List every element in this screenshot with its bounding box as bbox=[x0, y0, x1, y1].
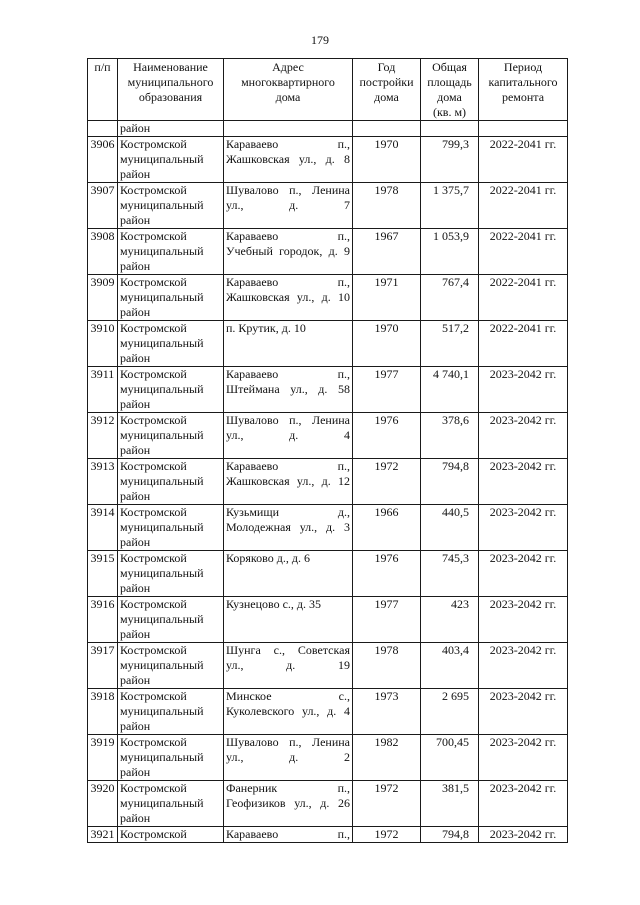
municipality-line: Костромской bbox=[120, 183, 187, 197]
continuation-row bbox=[88, 121, 568, 137]
municipality-cell bbox=[118, 643, 224, 689]
municipality-line: район bbox=[120, 489, 151, 503]
period-cell: 2023-2042 гг. bbox=[479, 367, 568, 413]
header-line: капитального bbox=[488, 75, 558, 89]
period-cell: 2022-2041 гг. bbox=[479, 321, 568, 367]
municipality-line: Костромской bbox=[120, 367, 187, 381]
area-cell: 794,8 bbox=[421, 459, 479, 505]
address-line: Геофизиков ул., д. 26 bbox=[226, 796, 350, 810]
municipality-cell bbox=[118, 551, 224, 597]
address-line: Караваево п., bbox=[226, 459, 350, 473]
period-cell: 2023-2042 гг. bbox=[479, 551, 568, 597]
municipality-line: муниципальный bbox=[120, 612, 204, 626]
row-number: 3920 bbox=[88, 781, 118, 827]
year-cell: 1967 bbox=[353, 229, 421, 275]
year-cell: 1976 bbox=[353, 551, 421, 597]
header-line: Общая bbox=[432, 60, 467, 74]
table-row bbox=[88, 781, 568, 827]
row-number: 3911 bbox=[88, 367, 118, 413]
year-cell: 1966 bbox=[353, 505, 421, 551]
municipality-cell bbox=[118, 459, 224, 505]
period-cell: 2022-2041 гг. bbox=[479, 183, 568, 229]
table-row bbox=[88, 137, 568, 183]
header-line: многоквартирного bbox=[241, 75, 335, 89]
year-cell: 1978 bbox=[353, 183, 421, 229]
year-cell: 1972 bbox=[353, 781, 421, 827]
area-cell: 4 740,1 bbox=[421, 367, 479, 413]
municipality-line: муниципальный bbox=[120, 566, 204, 580]
address-line: Кузьмищи д., bbox=[226, 505, 350, 519]
municipality-cell bbox=[118, 597, 224, 643]
address-cell bbox=[224, 367, 353, 413]
address-line: Жашковская ул., д. 10 bbox=[226, 290, 350, 304]
period-cell: 2023-2042 гг. bbox=[479, 735, 568, 781]
municipality-cell bbox=[118, 505, 224, 551]
area-cell: 745,3 bbox=[421, 551, 479, 597]
municipality-line: муниципальный bbox=[120, 704, 204, 718]
area-cell: 700,45 bbox=[421, 735, 479, 781]
municipality-line: Костромской bbox=[120, 781, 187, 795]
row-number: 3908 bbox=[88, 229, 118, 275]
continuation-area-cell bbox=[421, 121, 479, 137]
area-cell: 381,5 bbox=[421, 781, 479, 827]
address-line: Караваево п., bbox=[226, 827, 350, 841]
year-cell: 1972 bbox=[353, 827, 421, 843]
address-line: Караваево п., bbox=[226, 137, 350, 151]
period-cell: 2023-2042 гг. bbox=[479, 459, 568, 505]
address-line: ул., д. 19 bbox=[226, 658, 350, 672]
table-row bbox=[88, 183, 568, 229]
municipality-cell bbox=[118, 321, 224, 367]
municipality-line: муниципальный bbox=[120, 658, 204, 672]
table-row bbox=[88, 597, 568, 643]
row-number: 3916 bbox=[88, 597, 118, 643]
municipality-cell bbox=[118, 689, 224, 735]
municipality-line: Костромской bbox=[120, 505, 187, 519]
municipality-line: район bbox=[120, 397, 151, 411]
address-line: Шувалово п., Ленина bbox=[226, 735, 350, 749]
table-row bbox=[88, 367, 568, 413]
period-cell: 2023-2042 гг. bbox=[479, 689, 568, 735]
municipality-line: район bbox=[120, 811, 151, 825]
address-cell bbox=[224, 505, 353, 551]
municipality-line: Костромской bbox=[120, 735, 187, 749]
municipality-line: муниципальный bbox=[120, 428, 204, 442]
address-line: Кузнецово с., д. 35 bbox=[226, 597, 322, 611]
municipality-cell bbox=[118, 735, 224, 781]
continuation-num-cell bbox=[88, 121, 118, 137]
table-row bbox=[88, 689, 568, 735]
row-number: 3919 bbox=[88, 735, 118, 781]
period-cell: 2022-2041 гг. bbox=[479, 275, 568, 321]
header-line: (кв. м) bbox=[432, 105, 467, 119]
header-line: постройки bbox=[359, 75, 414, 89]
period-cell: 2023-2042 гг. bbox=[479, 597, 568, 643]
header-year bbox=[353, 59, 421, 121]
housing-registry-table bbox=[87, 58, 568, 843]
table-header-row bbox=[88, 59, 568, 121]
header-area bbox=[421, 59, 479, 121]
header-line: дома bbox=[437, 90, 462, 104]
address-cell bbox=[224, 643, 353, 689]
municipality-cell bbox=[118, 137, 224, 183]
address-line: Шувалово п., Ленина bbox=[226, 183, 350, 197]
continuation-year-cell bbox=[353, 121, 421, 137]
municipality-line: район bbox=[120, 535, 151, 549]
address-line: Молодежная ул., д. 3 bbox=[226, 520, 350, 534]
header-line: Год bbox=[377, 60, 396, 74]
address-line: Штеймана ул., д. 58 bbox=[226, 382, 350, 396]
table-row bbox=[88, 321, 568, 367]
address-line: Шунга с., Советская bbox=[226, 643, 350, 657]
row-number: 3906 bbox=[88, 137, 118, 183]
address-cell bbox=[224, 551, 353, 597]
municipality-line: муниципальный bbox=[120, 198, 204, 212]
table-row bbox=[88, 413, 568, 459]
municipality-cell bbox=[118, 183, 224, 229]
year-cell: 1970 bbox=[353, 321, 421, 367]
year-cell: 1973 bbox=[353, 689, 421, 735]
year-cell: 1982 bbox=[353, 735, 421, 781]
municipality-cell bbox=[118, 827, 224, 843]
row-number: 3915 bbox=[88, 551, 118, 597]
municipality-cell bbox=[118, 413, 224, 459]
address-line: Караваево п., bbox=[226, 275, 350, 289]
address-line: п. Крутик, д. 10 bbox=[226, 321, 306, 335]
municipality-line: район bbox=[120, 167, 151, 181]
address-line: Учебный городок, д. 9 bbox=[226, 244, 350, 258]
area-cell: 1 375,7 bbox=[421, 183, 479, 229]
period-cell: 2023-2042 гг. bbox=[479, 781, 568, 827]
municipality-line: муниципальный bbox=[120, 796, 204, 810]
continuation-address-cell bbox=[224, 121, 353, 137]
address-cell bbox=[224, 689, 353, 735]
table-row bbox=[88, 275, 568, 321]
header-line: Период bbox=[503, 60, 543, 74]
period-cell: 2022-2041 гг. bbox=[479, 229, 568, 275]
header-line: дома bbox=[374, 90, 399, 104]
area-cell: 2 695 bbox=[421, 689, 479, 735]
municipality-line: район bbox=[120, 765, 151, 779]
table-row bbox=[88, 643, 568, 689]
municipality-line: Костромской bbox=[120, 551, 187, 565]
area-cell: 440,5 bbox=[421, 505, 479, 551]
address-line: Фанерник п., bbox=[226, 781, 350, 795]
address-cell bbox=[224, 827, 353, 843]
row-number: 3907 bbox=[88, 183, 118, 229]
year-cell: 1978 bbox=[353, 643, 421, 689]
period-cell: 2023-2042 гг. bbox=[479, 827, 568, 843]
municipality-line: район bbox=[120, 305, 151, 319]
year-cell: 1976 bbox=[353, 413, 421, 459]
address-line: Жашковская ул., д. 8 bbox=[226, 152, 350, 166]
header-line: муниципального bbox=[127, 75, 214, 89]
row-number: 3912 bbox=[88, 413, 118, 459]
continuation-municipality: район bbox=[118, 121, 224, 137]
row-number: 3918 bbox=[88, 689, 118, 735]
table-body bbox=[88, 121, 568, 843]
address-line: Шувалово п., Ленина bbox=[226, 413, 350, 427]
address-cell bbox=[224, 781, 353, 827]
address-line: Караваево п., bbox=[226, 229, 350, 243]
address-line: ул., д. 7 bbox=[226, 198, 350, 212]
year-cell: 1977 bbox=[353, 367, 421, 413]
municipality-line: муниципальный bbox=[120, 152, 204, 166]
period-cell: 2023-2042 гг. bbox=[479, 413, 568, 459]
municipality-line: район bbox=[120, 627, 151, 641]
period-cell: 2023-2042 гг. bbox=[479, 505, 568, 551]
header-line: площадь bbox=[427, 75, 472, 89]
address-line: Жашковская ул., д. 12 bbox=[226, 474, 350, 488]
header-municipality bbox=[118, 59, 224, 121]
municipality-line: Костромской bbox=[120, 413, 187, 427]
municipality-line: район bbox=[120, 581, 151, 595]
municipality-line: Костромской bbox=[120, 827, 187, 841]
address-cell bbox=[224, 413, 353, 459]
continuation-period-cell bbox=[479, 121, 568, 137]
row-number: 3917 bbox=[88, 643, 118, 689]
header-line: ремонта bbox=[501, 90, 545, 104]
municipality-line: Костромской bbox=[120, 643, 187, 657]
area-cell: 403,4 bbox=[421, 643, 479, 689]
address-line: ул., д. 4 bbox=[226, 428, 350, 442]
address-cell bbox=[224, 183, 353, 229]
year-cell: 1971 bbox=[353, 275, 421, 321]
municipality-line: Костромской bbox=[120, 321, 187, 335]
year-cell: 1970 bbox=[353, 137, 421, 183]
municipality-line: район bbox=[120, 259, 151, 273]
row-number: 3914 bbox=[88, 505, 118, 551]
municipality-line: муниципальный bbox=[120, 290, 204, 304]
area-cell: 794,8 bbox=[421, 827, 479, 843]
municipality-line: Костромской bbox=[120, 137, 187, 151]
municipality-line: муниципальный bbox=[120, 474, 204, 488]
municipality-cell bbox=[118, 229, 224, 275]
header-period bbox=[479, 59, 568, 121]
municipality-line: Костромской bbox=[120, 689, 187, 703]
period-cell: 2022-2041 гг. bbox=[479, 137, 568, 183]
area-cell: 799,3 bbox=[421, 137, 479, 183]
municipality-line: район bbox=[120, 719, 151, 733]
municipality-cell bbox=[118, 781, 224, 827]
table-row bbox=[88, 735, 568, 781]
municipality-line: район bbox=[120, 351, 151, 365]
area-cell: 517,2 bbox=[421, 321, 479, 367]
row-number: 3910 bbox=[88, 321, 118, 367]
municipality-line: муниципальный bbox=[120, 750, 204, 764]
header-address bbox=[224, 59, 353, 121]
table-row bbox=[88, 551, 568, 597]
area-cell: 1 053,9 bbox=[421, 229, 479, 275]
year-cell: 1977 bbox=[353, 597, 421, 643]
address-line: Коряково д., д. 6 bbox=[226, 551, 310, 565]
header-num: п/п bbox=[88, 59, 118, 121]
period-cell: 2023-2042 гг. bbox=[479, 643, 568, 689]
municipality-line: Костромской bbox=[120, 275, 187, 289]
municipality-line: район bbox=[120, 443, 151, 457]
address-line: Куколевского ул., д. 4 bbox=[226, 704, 350, 718]
municipality-line: муниципальный bbox=[120, 520, 204, 534]
row-number: 3921 bbox=[88, 827, 118, 843]
area-cell: 767,4 bbox=[421, 275, 479, 321]
row-number: 3913 bbox=[88, 459, 118, 505]
municipality-line: муниципальный bbox=[120, 336, 204, 350]
table-row bbox=[88, 505, 568, 551]
table-row bbox=[88, 229, 568, 275]
area-cell: 378,6 bbox=[421, 413, 479, 459]
address-cell bbox=[224, 735, 353, 781]
address-cell bbox=[224, 459, 353, 505]
municipality-line: Костромской bbox=[120, 459, 187, 473]
area-cell: 423 bbox=[421, 597, 479, 643]
header-line: образования bbox=[138, 90, 203, 104]
year-cell: 1972 bbox=[353, 459, 421, 505]
address-cell bbox=[224, 137, 353, 183]
address-cell bbox=[224, 229, 353, 275]
address-cell bbox=[224, 597, 353, 643]
municipality-line: район bbox=[120, 213, 151, 227]
municipality-line: муниципальный bbox=[120, 382, 204, 396]
address-line: ул., д. 2 bbox=[226, 750, 350, 764]
address-cell bbox=[224, 321, 353, 367]
municipality-cell bbox=[118, 275, 224, 321]
municipality-line: Костромской bbox=[120, 229, 187, 243]
table-row bbox=[88, 459, 568, 505]
header-line: Наименование bbox=[133, 60, 208, 74]
row-number: 3909 bbox=[88, 275, 118, 321]
table-row bbox=[88, 827, 568, 843]
municipality-cell bbox=[118, 367, 224, 413]
address-cell bbox=[224, 275, 353, 321]
address-line: Минское с., bbox=[226, 689, 350, 703]
header-line: дома bbox=[275, 90, 301, 104]
address-line: Караваево п., bbox=[226, 367, 350, 381]
municipality-line: район bbox=[120, 673, 151, 687]
header-line: Адрес bbox=[272, 60, 304, 74]
municipality-line: муниципальный bbox=[120, 244, 204, 258]
page-number: 179 bbox=[311, 33, 329, 47]
municipality-line: Костромской bbox=[120, 597, 187, 611]
